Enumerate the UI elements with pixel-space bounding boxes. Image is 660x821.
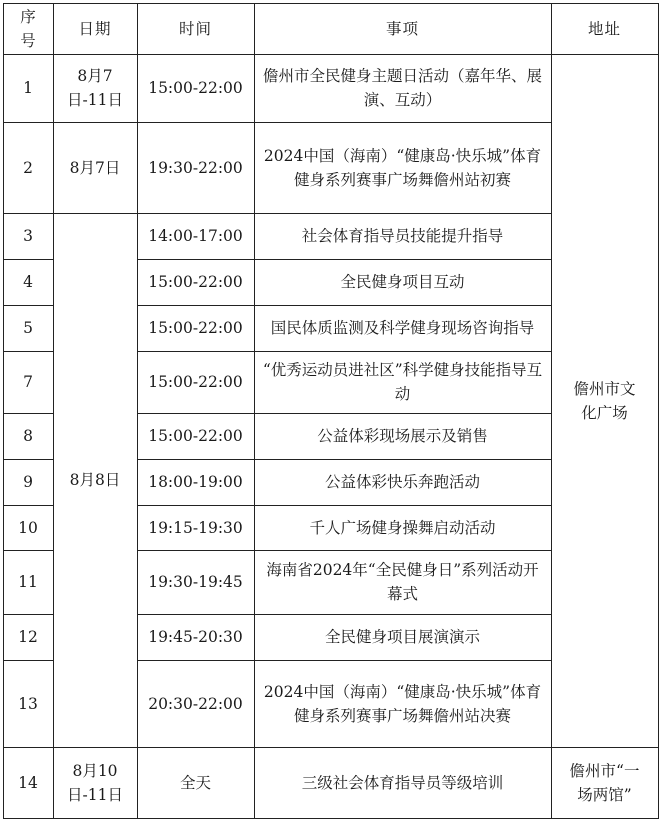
row-time: 15:00-22:00: [148, 373, 243, 391]
header-item: 事项: [385, 19, 419, 38]
table-rule: [53, 3, 54, 819]
row-time: 全天: [179, 773, 211, 792]
row-item: 2024中国（海南）“健康岛·快乐城”体育健身系列赛事广场舞儋州站初赛: [263, 146, 542, 189]
table-rule: [53, 213, 138, 214]
table-rule: [137, 259, 552, 260]
table-rule: [137, 305, 552, 306]
row-date: 8月10日-11日: [67, 761, 123, 804]
row-item: 海南省2024年“全民健身日”系列活动开幕式: [266, 561, 539, 603]
table-rule: [3, 54, 659, 55]
header-date: 日期: [78, 19, 112, 38]
table-rule: [658, 3, 659, 819]
row-number: 5: [23, 319, 33, 337]
table-rule: [3, 614, 54, 615]
row-item: 公益体彩现场展示及销售: [317, 427, 488, 445]
table-rule: [137, 351, 552, 352]
row-number: 14: [18, 773, 38, 792]
table-rule: [254, 3, 255, 819]
row-number: 2: [23, 158, 33, 177]
table-rule: [137, 413, 552, 414]
row-item: 三级社会体育指导员等级培训: [301, 773, 504, 792]
table-rule: [3, 550, 54, 551]
table-rule: [137, 122, 552, 123]
row-time: 19:45-20:30: [148, 628, 243, 646]
row-time: 19:30-19:45: [148, 573, 243, 591]
table-rule: [137, 550, 552, 551]
header-address: 地址: [587, 19, 621, 38]
table-rule: [137, 459, 552, 460]
table-rule: [53, 747, 138, 748]
row-number: 12: [18, 628, 38, 646]
table-rule: [3, 459, 54, 460]
row-item: 全民健身项目展演演示: [324, 628, 480, 646]
table-rule: [3, 818, 659, 819]
row-number: 8: [23, 427, 33, 445]
row-number: 13: [18, 694, 38, 713]
row-item: 2024中国（海南）“健康岛·快乐城”体育健身系列赛事广场舞儋州站决赛: [263, 682, 542, 725]
table-rule: [137, 747, 552, 748]
row-time: 20:30-22:00: [148, 694, 243, 713]
row-item: 全民健身项目互动: [340, 273, 465, 291]
table-rule: [137, 213, 552, 214]
table-rule: [551, 3, 552, 819]
table-rule: [137, 505, 552, 506]
table-rule: [137, 3, 138, 819]
row-time: 15:00-22:00: [148, 273, 243, 291]
header-time: 时间: [178, 19, 212, 38]
row-number: 9: [23, 473, 33, 491]
table-rule: [3, 505, 54, 506]
row-number: 11: [18, 573, 38, 591]
table-rule: [3, 259, 54, 260]
table-rule: [3, 351, 54, 352]
table-rule: [53, 122, 138, 123]
row-number: 1: [23, 79, 33, 97]
row-item: 公益体彩快乐奔跑活动: [324, 473, 480, 491]
row-number: 7: [23, 373, 33, 391]
table-rule: [3, 747, 54, 748]
row-date: 8月7日-11日: [67, 67, 123, 109]
schedule-table: [3, 3, 658, 818]
row-number: 4: [23, 273, 33, 291]
row-number: 10: [18, 518, 38, 537]
row-time: 19:15-19:30: [148, 518, 243, 537]
table-rule: [3, 213, 54, 214]
table-rule: [3, 122, 54, 123]
row-number: 3: [23, 227, 33, 245]
row-address: 儋州市“一场两馆”: [569, 761, 640, 804]
row-time: 15:00-22:00: [148, 319, 243, 337]
table-rule: [3, 3, 4, 819]
row-time: 15:00-22:00: [148, 427, 243, 445]
header-no: 序号: [20, 7, 36, 50]
row-item: 社会体育指导员技能提升指导: [301, 227, 504, 245]
row-date: 8月7日: [69, 158, 121, 177]
merged-address-culture-square: 儋州市文化广场: [573, 379, 636, 422]
row-item: “优秀运动员进社区”科学健身技能指导互动: [262, 361, 543, 403]
table-rule: [551, 747, 659, 748]
merged-date-aug-8: 8月8日: [69, 471, 121, 489]
row-time: 14:00-17:00: [148, 227, 243, 245]
table-rule: [3, 305, 54, 306]
row-item: 国民体质监测及科学健身现场咨询指导: [270, 319, 535, 337]
row-time: 15:00-22:00: [148, 79, 243, 97]
row-time: 19:30-22:00: [148, 158, 243, 177]
table-rule: [3, 3, 659, 4]
table-rule: [137, 660, 552, 661]
row-item: 千人广场健身操舞启动活动: [309, 518, 496, 537]
table-rule: [137, 614, 552, 615]
table-rule: [3, 413, 54, 414]
row-item: 儋州市全民健身主题日活动（嘉年华、展演、互动）: [262, 67, 542, 109]
row-time: 18:00-19:00: [148, 473, 243, 491]
table-rule: [3, 660, 54, 661]
